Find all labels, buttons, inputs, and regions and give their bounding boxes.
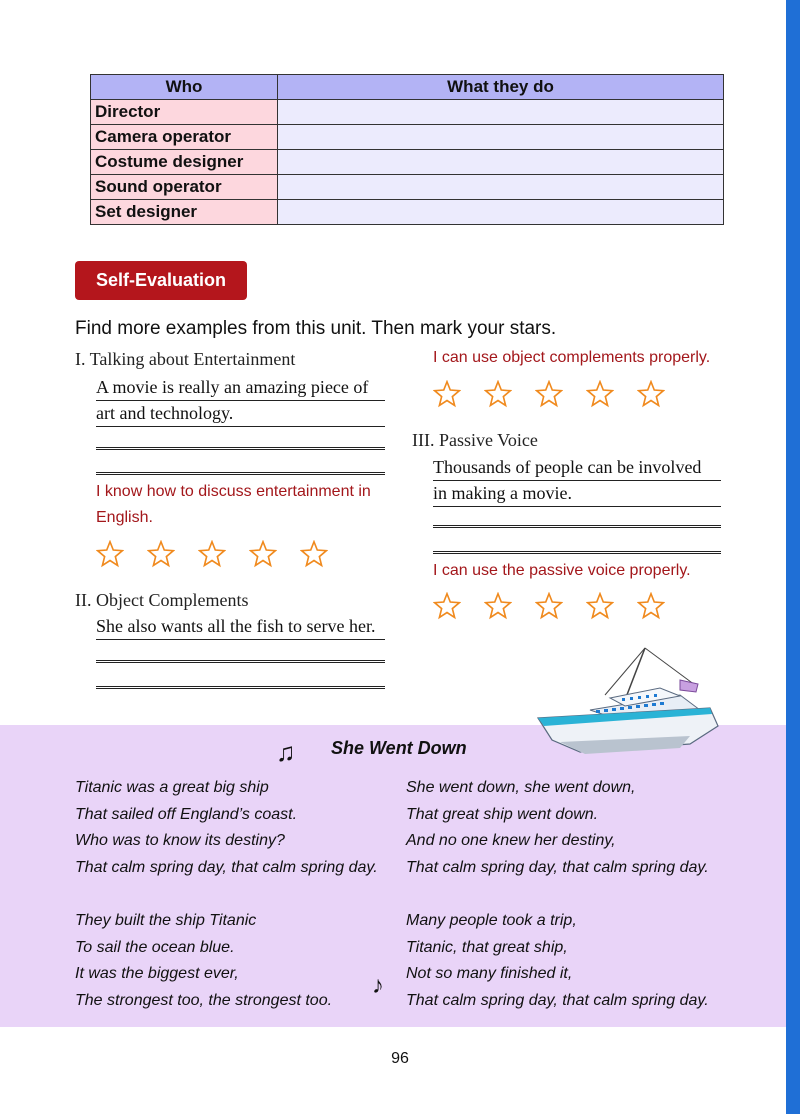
lyric-line: To sail the ocean blue.: [75, 938, 235, 956]
song-right-column: [406, 775, 709, 1014]
section-one-blank-line[interactable]: [96, 447, 385, 450]
role-answer-cell[interactable]: [278, 125, 724, 150]
header-what-they-do: What they do: [278, 75, 724, 100]
section-one-can-do-line-2: English.: [96, 509, 153, 526]
section-three-stars: [433, 592, 665, 620]
lyric-line: That calm spring day, that calm spring day.: [406, 991, 709, 1009]
roles-table: [90, 74, 724, 225]
lyric-line: Many people took a trip,: [406, 911, 577, 929]
song-left-column: [75, 775, 378, 1014]
role-director: Director: [91, 100, 278, 125]
role-costume-designer: Costume designer: [91, 150, 278, 175]
section-one-can-do: [96, 479, 396, 531]
lyric-line: Titanic was a great big ship: [75, 779, 269, 796]
section-one-stars: [96, 540, 328, 568]
table-row: [91, 125, 724, 150]
section-three-title: III. Passive Voice: [412, 430, 538, 450]
star-icon[interactable]: [637, 380, 665, 408]
lyric-line: And no one knew her destiny,: [406, 832, 616, 850]
role-answer-cell[interactable]: [278, 100, 724, 125]
song-title: She Went Down: [331, 738, 467, 758]
star-icon[interactable]: [535, 380, 563, 408]
table-header-row: [91, 75, 724, 100]
star-icon[interactable]: [637, 592, 665, 620]
lyric-line: That calm spring day, that calm spring day.: [406, 858, 709, 876]
lyric-line: Not so many finished it,: [406, 965, 573, 983]
lyric-line: Who was to know its destiny?: [75, 832, 285, 850]
music-note-icon: ♪: [372, 972, 384, 999]
section-two-stars: [433, 380, 665, 408]
role-answer-cell[interactable]: [278, 150, 724, 175]
role-sound-operator: Sound operator: [91, 175, 278, 200]
table-row: [91, 100, 724, 125]
star-icon[interactable]: [96, 540, 124, 568]
section-one-example-line-2: art and technology.: [96, 402, 385, 427]
page-number: 96: [391, 1050, 409, 1067]
section-one-can-do-line-1: I know how to discuss entertainment in: [96, 483, 371, 500]
section-two-can-do: I can use object complements properly.: [433, 349, 711, 366]
section-two-blank-line[interactable]: [96, 660, 385, 663]
table-row: [91, 175, 724, 200]
star-icon[interactable]: [586, 380, 614, 408]
lyric-line: They built the ship Titanic: [75, 911, 257, 929]
lyric-line: That sailed off England’s coast.: [75, 805, 298, 823]
lyric-line: [406, 881, 709, 908]
header-who: Who: [91, 75, 278, 100]
section-one-blank-line[interactable]: [96, 472, 385, 475]
star-icon[interactable]: [484, 592, 512, 620]
lyric-line: Titanic, that great ship,: [406, 938, 568, 956]
cruise-ship-illustration: [530, 640, 730, 770]
lyric-line: That calm spring day, that calm spring day.: [75, 858, 378, 876]
section-one-example-line-1: A movie is really an amazing piece of: [96, 376, 385, 401]
role-answer-cell[interactable]: [278, 200, 724, 225]
table-row: [91, 150, 724, 175]
star-icon[interactable]: [433, 592, 461, 620]
music-note-icon: ♫: [276, 737, 296, 767]
star-icon[interactable]: [147, 540, 175, 568]
star-icon[interactable]: [300, 540, 328, 568]
lyric-line: She went down, she went down,: [406, 779, 636, 796]
self-evaluation-heading: Self-Evaluation: [75, 261, 247, 300]
star-icon[interactable]: [484, 380, 512, 408]
section-three-blank-line[interactable]: [433, 525, 721, 528]
section-three-can-do: I can use the passive voice properly.: [433, 562, 691, 579]
page-edge-bar: [786, 0, 800, 1114]
section-three-blank-line[interactable]: [433, 551, 721, 554]
lyric-line: It was the biggest ever,: [75, 965, 239, 983]
table-row: [91, 200, 724, 225]
star-icon[interactable]: [433, 380, 461, 408]
section-three-example-line-2: in making a movie.: [433, 482, 721, 507]
star-icon[interactable]: [535, 592, 563, 620]
lyric-line: That great ship went down.: [406, 805, 599, 823]
lyric-line: [75, 881, 378, 908]
section-one-title: I. Talking about Entertainment: [75, 349, 296, 369]
section-three-example-line-1: Thousands of people can be involved: [433, 456, 721, 481]
role-set-designer: Set designer: [91, 200, 278, 225]
section-two-example-line-1: She also wants all the fish to serve her.: [96, 615, 385, 640]
star-icon[interactable]: [249, 540, 277, 568]
lyric-line: The strongest too, the strongest too.: [75, 991, 333, 1009]
section-two-blank-line[interactable]: [96, 686, 385, 689]
role-answer-cell[interactable]: [278, 175, 724, 200]
role-camera-operator: Camera operator: [91, 125, 278, 150]
section-two-title: II. Object Complements: [75, 590, 249, 610]
instruction-text: Find more examples from this unit. Then mark your stars.: [75, 318, 557, 339]
star-icon[interactable]: [198, 540, 226, 568]
star-icon[interactable]: [586, 592, 614, 620]
